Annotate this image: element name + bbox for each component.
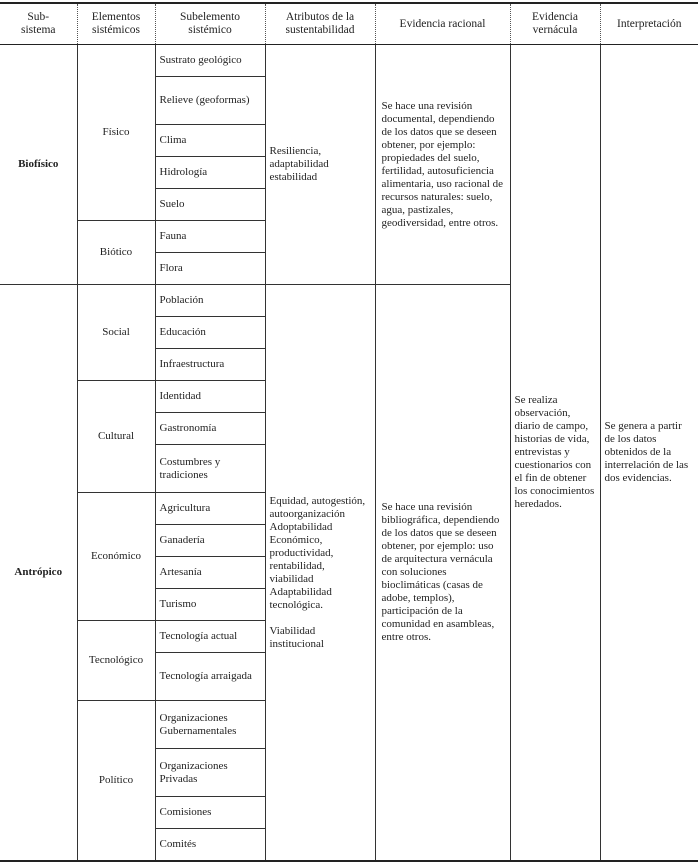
subelemento: Agricultura <box>155 493 265 525</box>
header-elementos: Elementos sistémicos <box>77 3 155 45</box>
elemento-tecnologico: Tecnológico <box>77 621 155 701</box>
subsistema-biofisico: Biofísico <box>0 45 77 285</box>
subsistema-antropico: Antrópico <box>0 285 77 862</box>
elemento-economico: Económico <box>77 493 155 621</box>
subelemento: Sustrato geológico <box>155 45 265 77</box>
subelemento: Relieve (geoformas) <box>155 77 265 125</box>
evidencia-vernacula: Se realiza observación, diario de campo, historias de vida, entrevistas y cuestionarios con el fin de obtener los conocimientos heredados. <box>510 45 600 862</box>
subelemento: Identidad <box>155 381 265 413</box>
subelemento: Costumbres y tradiciones <box>155 445 265 493</box>
subelemento: Ganadería <box>155 525 265 557</box>
elemento-politico: Político <box>77 701 155 862</box>
subelemento: Organizaciones Gubernamentales <box>155 701 265 749</box>
sustainability-table <box>0 2 698 862</box>
header-subelemento: Subelemento sistémico <box>155 3 265 45</box>
elemento-fisico: Físico <box>77 45 155 221</box>
header-row <box>0 3 698 45</box>
subelemento: Artesanía <box>155 557 265 589</box>
subelemento: Clima <box>155 125 265 157</box>
subelemento: Suelo <box>155 189 265 221</box>
subelemento: Tecnología arraigada <box>155 653 265 701</box>
atributos-antropico <box>265 285 375 862</box>
header-atributos: Atributos de la sustentabilidad <box>265 3 375 45</box>
evidencia-racional-antropico: Se hace una revisión bibliográfica, dependiendo de los datos que se deseen obtener, por ejemplo: uso de arquitectura vernácula con soluciones bioclimáticas (casas de adobe, templos), participación de la comunidad en asambleas, entre otros. <box>375 285 510 862</box>
evidencia-racional-biofisico: Se hace una revisión documental, dependiendo de los datos que se deseen obtener, por ejemplo: propiedades del suelo, fertilidad, autosuficiencia alimentaria, uso racional de recursos naturales: suelo, agua, pastizales, geodiversidad, entre otros. <box>375 45 510 285</box>
subelemento: Educación <box>155 317 265 349</box>
subelemento: Flora <box>155 253 265 285</box>
header-evidencia-racional: Evidencia racional <box>375 3 510 45</box>
atributos-text: Equidad, autogestión, autoorganización Adoptabilidad Económico, productividad, rentabilidad, viabilidad Adaptabilidad tecnológica. <box>269 494 366 611</box>
elemento-biotico: Biótico <box>77 221 155 285</box>
header-evidencia-vernacula: Evidencia vernácula <box>510 3 600 45</box>
subelemento: Población <box>155 285 265 317</box>
subelemento: Tecnología actual <box>155 621 265 653</box>
subelemento: Fauna <box>155 221 265 253</box>
atributos-text-2: Viabilidad institucional <box>269 624 324 650</box>
subelemento: Gastronomía <box>155 413 265 445</box>
subelemento: Comités <box>155 829 265 862</box>
interpretacion: Se genera a partir de los datos obtenidos de la interrelación de las dos evidencias. <box>600 45 698 862</box>
header-interpretacion: Interpretación <box>600 3 698 45</box>
elemento-social: Social <box>77 285 155 381</box>
subelemento: Turismo <box>155 589 265 621</box>
elemento-cultural: Cultural <box>77 381 155 493</box>
subelemento: Hidrología <box>155 157 265 189</box>
subelemento: Comisiones <box>155 797 265 829</box>
atributos-biofisico: Resiliencia, adaptabilidad estabilidad <box>265 45 375 285</box>
subelemento: Infraestructura <box>155 349 265 381</box>
subelemento: Organizaciones Privadas <box>155 749 265 797</box>
header-subsistema: Sub- sistema <box>0 3 77 45</box>
